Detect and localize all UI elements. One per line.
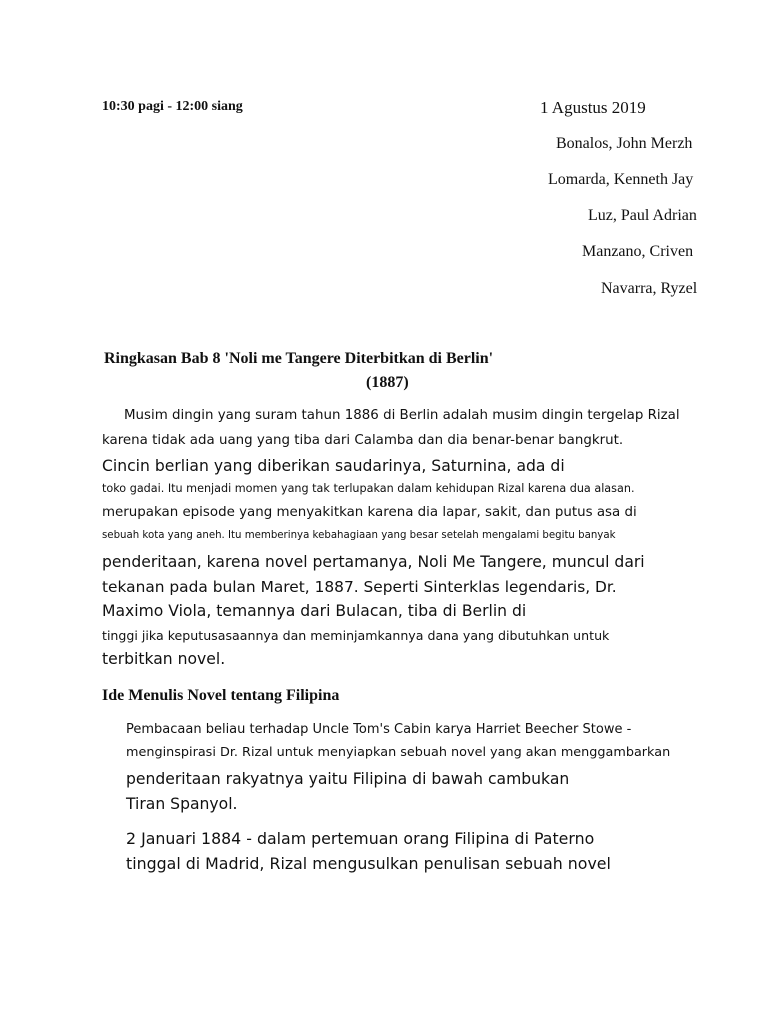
paragraph-line: Pembacaan beliau terhadap Uncle Tom's Cabin karya Harriet Beecher Stowe - [126,722,632,737]
paragraph-line: 2 Januari 1884 - dalam pertemuan orang Filipina di Paterno [126,829,595,848]
paragraph-line: tinggi jika keputusasaannya dan meminjamkannya dana yang dibutuhkan untuk [102,628,610,643]
paragraph-line: tinggal di Madrid, Rizal mengusulkan penulisan sebuah novel [126,854,611,873]
paragraph-line: Cincin berlian yang diberikan saudarinya, Saturnina, ada di [102,457,565,475]
paragraph-line: penderitaan rakyatnya yaitu Filipina di bawah cambukan [126,770,570,788]
paragraph-line: menginspirasi Dr. Rizal untuk menyiapkan sebuah novel yang akan menggambarkan [126,745,671,760]
document-title: Ringkasan Bab 8 'Noli me Tangere Diterbitkan di Berlin' [104,350,494,367]
section-heading: Ide Menulis Novel tentang Filipina [102,687,340,704]
paragraph-line: merupakan episode yang menyakitkan karena dia lapar, sakit, dan putus asa di [102,505,637,520]
author-name: Lomarda, Kenneth Jay [548,171,694,188]
paragraph-line: toko gadai. Itu menjadi momen yang tak terlupakan dalam kehidupan Rizal karena dua alasan. [102,482,635,495]
document-title-year: (1887) [366,374,409,391]
paragraph-line: Musim dingin yang suram tahun 1886 di Berlin adalah musim dingin tergelap Rizal [124,408,680,423]
paragraph-line: Maximo Viola, temannya dari Bulacan, tiba di Berlin di [102,602,527,620]
author-name: Manzano, Criven [582,243,694,260]
date: 1 Agustus 2019 [540,98,646,117]
paragraph-line: tekanan pada bulan Maret, 1887. Seperti Sinterklas legendaris, Dr. [102,578,617,596]
paragraph-line: sebuah kota yang aneh. Itu memberinya kebahagiaan yang besar setelah mengalami begitu banyak [102,530,616,541]
paragraph-line: Tiran Spanyol. [126,795,238,813]
paragraph-line: penderitaan, karena novel pertamanya, Noli Me Tangere, muncul dari [102,553,645,571]
paragraph-line: karena tidak ada uang yang tiba dari Calamba dan dia benar-benar bangkrut. [102,433,624,448]
author-name: Luz, Paul Adrian [588,207,697,224]
time-range: 10:30 pagi - 12:00 siang [102,99,243,114]
author-name: Bonalos, John Merzh [556,135,693,152]
paragraph-line: terbitkan novel. [102,650,226,668]
author-name: Navarra, Ryzel [601,280,698,297]
